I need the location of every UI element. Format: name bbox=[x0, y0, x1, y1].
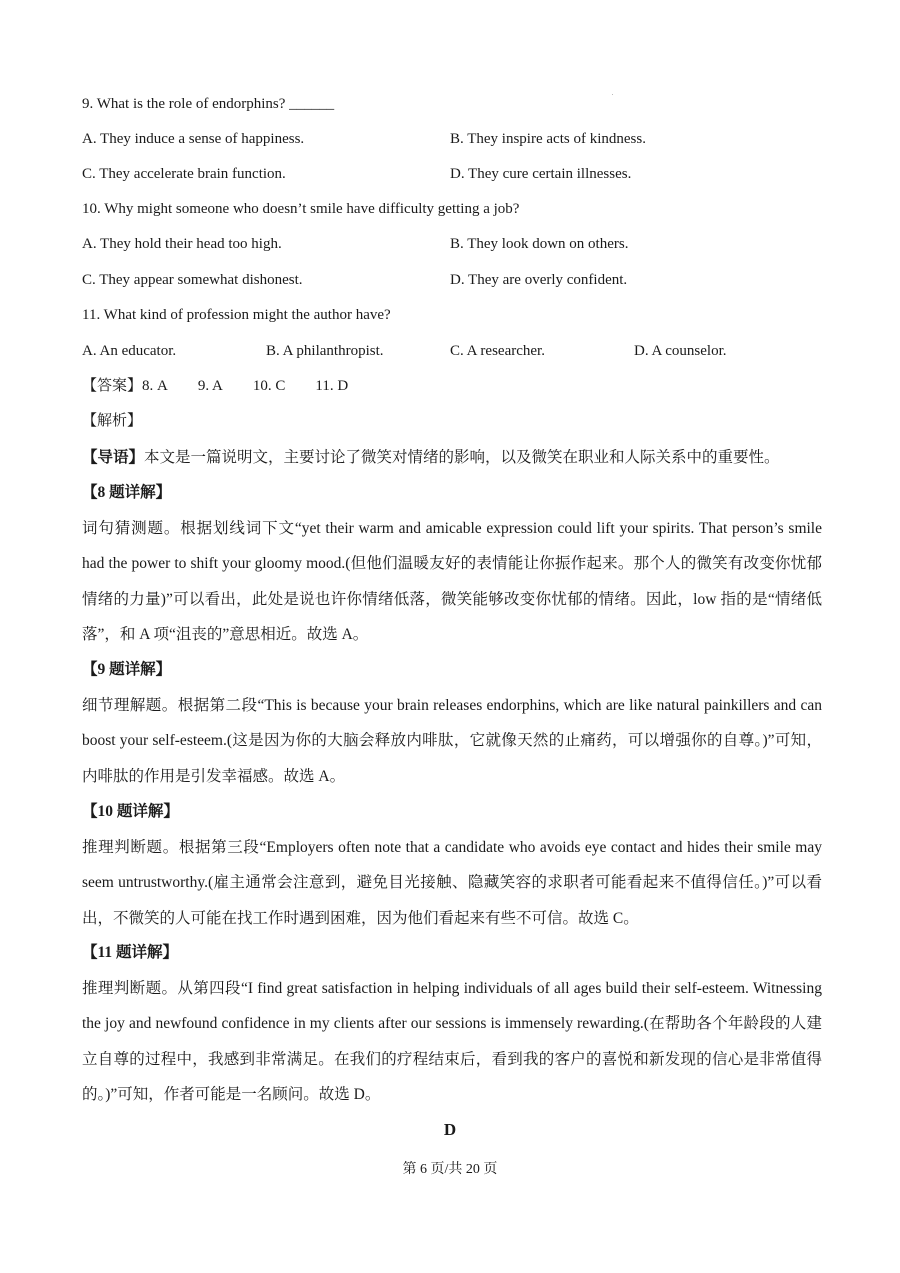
q10-detail-heading: 【10 题详解】 bbox=[82, 803, 179, 820]
answer-item: 8. A bbox=[142, 378, 168, 394]
q8-detail-heading: 【8 题详解】 bbox=[82, 484, 172, 501]
analysis-label: 【解析】 bbox=[82, 413, 143, 429]
q11-detail-heading: 【11 题详解】 bbox=[82, 944, 179, 961]
intro-paragraph bbox=[82, 440, 822, 476]
intro-text: 本文是一篇说明文，主要讨论了微笑对情绪的影响，以及微笑在职业和人际关系中的重要性。 bbox=[144, 449, 780, 466]
question-11-option-c: C. A researcher. bbox=[450, 343, 545, 359]
q8-detail-text: 词句猜测题。根据划线词下文“yet their warm and amicable expression could lift your spirits. That person’s smile had the power to shift your gloomy mood.(但他们温暖友好的表情能让你振作起来。那个人的微笑有改变你忧郁情绪的力量)”可以看出，此处是说也许你情绪低落，微笑能够改变你忧郁的情绪。因此，low 指的是“情绪低落”，和 A 项“沮丧的”意思相近。故选 A。 bbox=[82, 519, 822, 643]
answer-line bbox=[82, 376, 378, 396]
q10-detail-section bbox=[82, 794, 822, 936]
answer-label: 【答案】 bbox=[82, 378, 143, 394]
question-9-stem: 9. What is the role of endorphins? ______ bbox=[82, 96, 335, 112]
q9-detail-section bbox=[82, 652, 822, 794]
intro-label: 【导语】 bbox=[82, 449, 145, 466]
answer-item: 9. A bbox=[197, 378, 223, 394]
q10-detail-text: 推理判断题。根据第三段“Employers often note that a candidate who avoids eye contact and hides their smile may seem untrustworthy.(雇主通常会注意到，避免目光接触、隐藏笑容的求职者可能看起来不值得信任。)”可以看出，不微笑的人可能在找工作时遇到困难，因为他们看起来有些不可信。故选 C。 bbox=[82, 838, 822, 927]
question-11-option-d: D. A counselor. bbox=[634, 343, 727, 359]
question-10-option-d: D. They are overly confident. bbox=[450, 272, 628, 288]
q8-detail-section bbox=[82, 475, 822, 653]
page-footer: 第 6 页/共 20 页 bbox=[402, 1162, 498, 1177]
question-9-option-d: D. They cure certain illnesses. bbox=[450, 166, 632, 182]
q9-detail-heading: 【9 题详解】 bbox=[82, 661, 172, 678]
question-10-stem: 10. Why might someone who doesn’t smile have difficulty getting a job? bbox=[82, 201, 520, 217]
q9-detail-text: 细节理解题。根据第二段“This is because your brain releases endorphins, which are like natural painkillers and can boost your self-esteem.(这是因为你的大脑会释放内啡肽，它就像天然的止痛药，可以增强你的自尊。)”可知，内啡肽的作用是引发幸福感。故选 A。 bbox=[82, 696, 822, 785]
scan-dot bbox=[612, 94, 613, 95]
answer-item: 10. C bbox=[252, 378, 286, 394]
question-9-option-c: C. They accelerate brain function. bbox=[82, 166, 286, 182]
q11-detail-text: 推理判断题。从第四段“I find great satisfaction in helping individuals of all ages build their self-esteem. Witnessing the joy and newfound confidence in my clients after our sessions is immensely rewarding.(在帮助各个年龄段的人建立自尊的过程中，我感到非常满足。在我们的疗程结束后，看到我的客户的喜悦和新发现的信心是非常值得的。)”可知，作者可能是一名顾问。故选 D。 bbox=[82, 979, 822, 1103]
question-11-option-a: A. An educator. bbox=[82, 343, 177, 359]
answer-item: 11. D bbox=[315, 378, 349, 394]
question-9-option-a: A. They induce a sense of happiness. bbox=[82, 131, 305, 147]
question-10-option-a: A. They hold their head too high. bbox=[82, 236, 282, 252]
question-10-option-b: B. They look down on others. bbox=[450, 236, 629, 252]
question-11-stem: 11. What kind of profession might the author have? bbox=[82, 307, 391, 323]
question-10-option-c: C. They appear somewhat dishonest. bbox=[82, 272, 303, 288]
section-letter: D bbox=[443, 1120, 457, 1139]
question-9-option-b: B. They inspire acts of kindness. bbox=[450, 131, 646, 147]
q11-detail-section bbox=[82, 935, 822, 1113]
question-11-option-b: B. A philanthropist. bbox=[266, 343, 384, 359]
